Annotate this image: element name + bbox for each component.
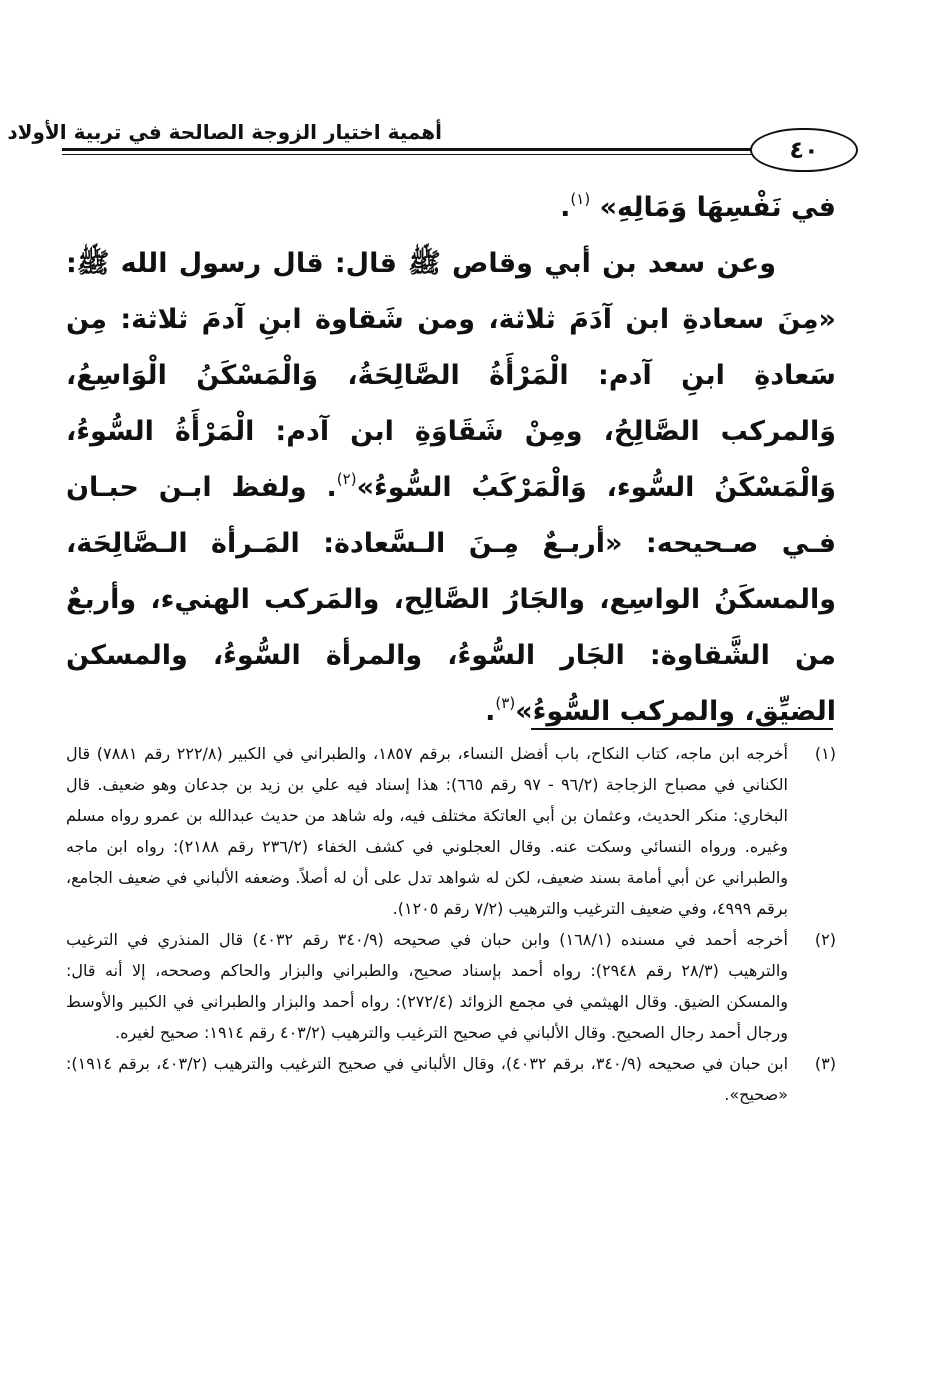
footnote-text: أخرجه ابن ماجه، كتاب النكاح، باب أفضل النساء، برقم ١٨٥٧، والطبراني في الكبير (٢٢٢/٨ رقم ٧٨٨١) قال الكناني في مصباح الزجاجة (٩٦/٢ - ٩٧ رقم ٦٦٥): هذا إسناد فيه علي بن زيد بن جدعان وهو ضعيف. قال البخاري: منكر الحديث، وعثمان بن أبي العاتكة مختلف فيه، وله شاهد من حديث عبدالله بن عمرو رواه مسلم وغيره. ورواه النسائي وسكت عنه. وقال العجلوني في كشف الخفاء (٢٣٦/٢ رقم ٢١٨٨): رواه ابن ماجه والطبراني عن أبي أمامة بسند ضعيف، لكن له شواهد تدل على أن له أصلاً. وضعفه الألباني في ضعيف الجامع، برقم ٤٩٩٩، وفي ضعيف الترغيب والترهيب (٧/٢ رقم ١٢٠٥).	[66, 744, 789, 918]
footnote-number: (١)	[814, 744, 836, 763]
running-header	[7, 118, 850, 178]
hadith-text-part-2: ولفظ ابـن حبـان فـي صـحيحه: «أربـعٌ مِـنَ الـسَّعادة: المَـرأة الـصَّالِحَة، والمسكَنُ الواسِع، والجَارُ الصَّالِح، والمَركب الهنيء، وأربعٌ من الشَّقاوة: الجَار السُّوءُ، والمرأة السُّوءُ، والمسكن الضيِّق، والمركب السُّوءُ»	[66, 472, 836, 727]
header-rule-thin	[62, 154, 762, 155]
footnote-text: أخرجه أحمد في مسنده (١٦٨/١) وابن حبان في صحيحه (٣٤٠/٩ رقم ٤٠٣٢) قال المنذري في الترغيب والترهيب (٢٨/٣ رقم ٢٩٤٨): رواه أحمد بإسناد صحيح، والطبراني والبزار والحاكم وصححه، إلا أنه قال: والمسكن الضيق. وقال الهيثمي في مجمع الزوائد (٢٧٢/٤): رواه أحمد والبزار والطبراني في الكبير والأوسط ورجال أحمد رجال الصحيح. وقال الألباني في صحيح الترغيب والترهيب (٤٠٣/٢ رقم ١٩١٤: صحيح لغيره.	[66, 930, 788, 1042]
footnote-number: (٢)	[814, 930, 836, 949]
hadith-paragraph: وعن سعد بن أبي وقاص ﷺ قال: قال رسول الله ﷺ: «مِنَ سعادةِ ابن آدَمَ ثلاثة، ومن شَقاوة ابنِ آدمَ ثلاثة: مِن سَعادةِ ابنِ آدم: الْمَرْأَةُ الصَّالِحَةُ، وَالْمَسْكَنُ الْوَاسِعُ، وَالمركب الصَّالِحُ، ومِنْ شَقَاوَةِ ابن آدم: الْمَرْأَةُ السُّوءُ، وَالْمَسْكَنُ السُّوء، وَالْمَرْكَبُ السُّوءُ»$^{(٢)}$. ولفظ ابـن حبـان فـي صـحيحه: «أربـعٌ مِـنَ الـسَّعادة: المَـرأة الـصَّالِحَة، والمسكَنُ الواسِع، والجَارُ الصَّالِح، والمَركب الهنيء، وأربعٌ من الشَّقاوة: الجَار السُّوءُ، والمرأة السُّوءُ، والمسكن الضيِّق، والمركب السُّوءُ»$^{(٣)}$.	[66, 248, 836, 727]
footnote-text: ابن حبان في صحيحه (٣٤٠/٩، برقم ٤٠٣٢)، وقال الألباني في صحيح الترغيب والترهيب (٤٠٣/٢، برقم ١٩١٤): «صحيح».	[66, 1054, 789, 1104]
footnote-ref-3: (٣)	[495, 694, 516, 712]
footnote-ref-1: (١)	[570, 190, 591, 208]
running-header-title: أهمية اختيار الزوجة الصالحة في تربية الأولاد	[7, 120, 442, 144]
hadith-text-part-1: وعن سعد بن أبي وقاص ﷺ قال: قال رسول الله ﷺ: «مِنَ سعادةِ ابن آدَمَ ثلاثة، ومن شَقاوة ابنِ آدمَ ثلاثة: مِن سَعادةِ ابنِ آدم: الْمَرْأَةُ الصَّالِحَةُ، وَالْمَسْكَنُ الْوَاسِعُ، وَالمركب الصَّالِحُ، ومِنْ شَقَاوَةِ ابن آدم: الْمَرْأَةُ السُّوءُ، وَالْمَسْكَنُ السُّوء، وَالْمَرْكَبُ السُّوءُ»	[66, 248, 836, 503]
footnote-ref-2: (٢)	[336, 470, 357, 488]
page-number: ٤٠	[750, 128, 858, 172]
footnote-separator	[531, 728, 833, 730]
footnote-2	[66, 924, 836, 1048]
continuation-line: في نَفْسِهَا وَمَالِهِ» $^{(١)}$.	[560, 190, 836, 223]
continuation-text: في نَفْسِهَا وَمَالِهِ»	[599, 192, 836, 223]
footnote-3	[66, 1048, 836, 1110]
footnotes	[66, 738, 836, 1110]
header-rule-thick	[62, 148, 762, 151]
main-text	[66, 180, 836, 740]
footnote-number: (٣)	[814, 1054, 836, 1073]
footnote-1	[66, 738, 836, 924]
